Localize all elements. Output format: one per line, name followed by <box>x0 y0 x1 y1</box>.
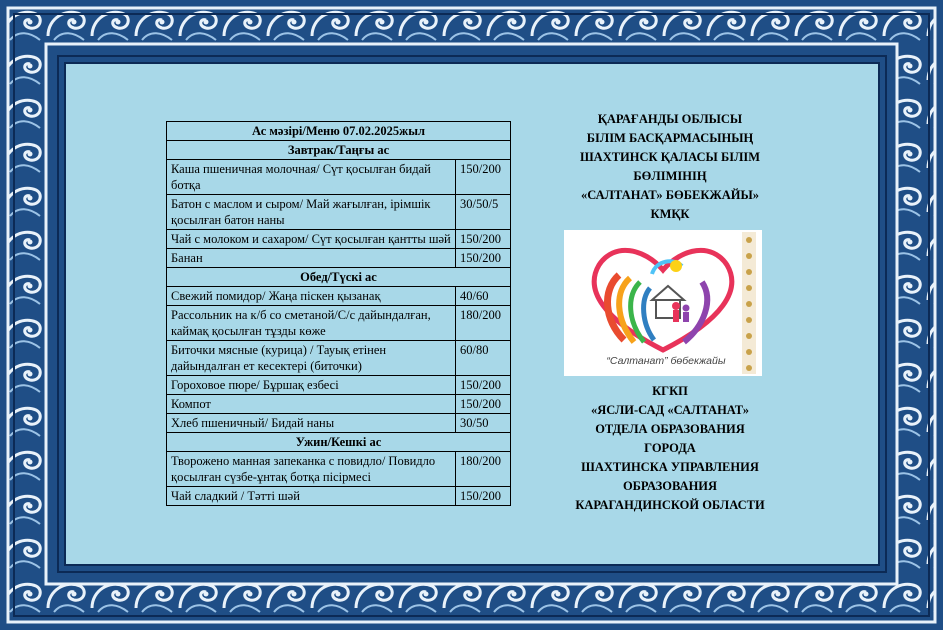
table-row <box>167 195 511 230</box>
table-row <box>167 306 511 341</box>
menu-title: Ас мәзірі/Меню 07.02.2025жыл <box>167 122 511 141</box>
dish-name: Гороховое пюре/ Бұршақ езбесі <box>167 376 456 395</box>
section-heading-dinner: Ужин/Кешкі ас <box>167 433 511 452</box>
table-row <box>167 414 511 433</box>
dish-portion: 150/200 <box>456 487 511 506</box>
dish-name: Рассольник на к/б со сметаной/С/с дайындалған, каймақ қосылған тұзды көже <box>167 306 456 341</box>
dish-name: Каша пшеничная молочная/ Сүт қосылған бидай ботқа <box>167 160 456 195</box>
table-row <box>167 287 511 306</box>
org-line: ШАХТИНСКА УПРАВЛЕНИЯ <box>581 460 759 474</box>
org-line: КМҚК <box>650 207 690 221</box>
table-row <box>167 160 511 195</box>
logo-caption: “Салтанат” бөбекжайы <box>606 355 726 367</box>
dish-name: Свежий помидор/ Жаңа піскен қызанақ <box>167 287 456 306</box>
organization-name-ru <box>553 382 787 515</box>
dish-name: Чай сладкий / Тәтті шәй <box>167 487 456 506</box>
org-line: «ЯСЛИ-САД «САЛТАНАТ» <box>590 403 749 417</box>
org-line: ОБРАЗОВАНИЯ <box>622 479 718 493</box>
menu-table <box>166 121 511 506</box>
table-row <box>167 230 511 249</box>
dish-name: Твороженo манная запеканка с повидло/ Повидло қосылған сүзбе-ұнтақ ботқа пісірмесі <box>167 452 456 487</box>
org-line: «САЛТАНАТ» БӨБЕКЖАЙЫ» <box>580 188 760 202</box>
section-heading-breakfast: Завтрак/Таңғы ас <box>167 141 511 160</box>
dish-name: Банан <box>167 249 456 268</box>
dish-portion: 150/200 <box>456 395 511 414</box>
org-line: ГОРОДА <box>644 441 696 455</box>
dish-portion: 180/200 <box>456 452 511 487</box>
table-row <box>167 487 511 506</box>
org-line: ҚАРАҒАНДЫ ОБЛЫСЫ <box>597 112 743 126</box>
dish-portion: 30/50/5 <box>456 195 511 230</box>
dish-portion: 150/200 <box>456 230 511 249</box>
organization-name-kz <box>558 110 782 224</box>
org-line: КГКП <box>652 384 688 398</box>
dish-name: Биточки мясные (курица) / Тауық етінен дайындалған ет кесектері (биточки) <box>167 341 456 376</box>
dish-name: Компот <box>167 395 456 414</box>
dish-name: Хлеб пшеничный/ Бидай наны <box>167 414 456 433</box>
dish-portion: 150/200 <box>456 249 511 268</box>
org-line: БӨЛІМІНІҢ <box>633 169 707 183</box>
table-row <box>167 452 511 487</box>
dish-portion: 60/80 <box>456 341 511 376</box>
dish-name: Чай с молоком и сахаром/ Сүт қосылған қантты шәй <box>167 230 456 249</box>
ornament-strip-icon <box>742 232 756 374</box>
org-line: КАРАГАНДИНСКОЙ ОБЛАСТИ <box>575 498 765 512</box>
dish-name: Батон с маслом и сыром/ Май жағылған, ірімшік қосылған батон наны <box>167 195 456 230</box>
org-line: ОТДЕЛА ОБРАЗОВАНИЯ <box>595 422 745 436</box>
org-line: БІЛІМ БАСҚАРМАСЫНЫҢ <box>586 131 754 145</box>
dish-portion: 150/200 <box>456 160 511 195</box>
table-row <box>167 249 511 268</box>
table-row <box>167 341 511 376</box>
dish-portion: 180/200 <box>456 306 511 341</box>
table-row <box>167 395 511 414</box>
dish-portion: 30/50 <box>456 414 511 433</box>
dish-portion: 150/200 <box>456 376 511 395</box>
section-heading-lunch: Обед/Түскі ас <box>167 268 511 287</box>
org-line: ШАХТИНСК ҚАЛАСЫ БІЛІМ <box>579 150 761 164</box>
dish-portion: 40/60 <box>456 287 511 306</box>
table-row <box>167 376 511 395</box>
